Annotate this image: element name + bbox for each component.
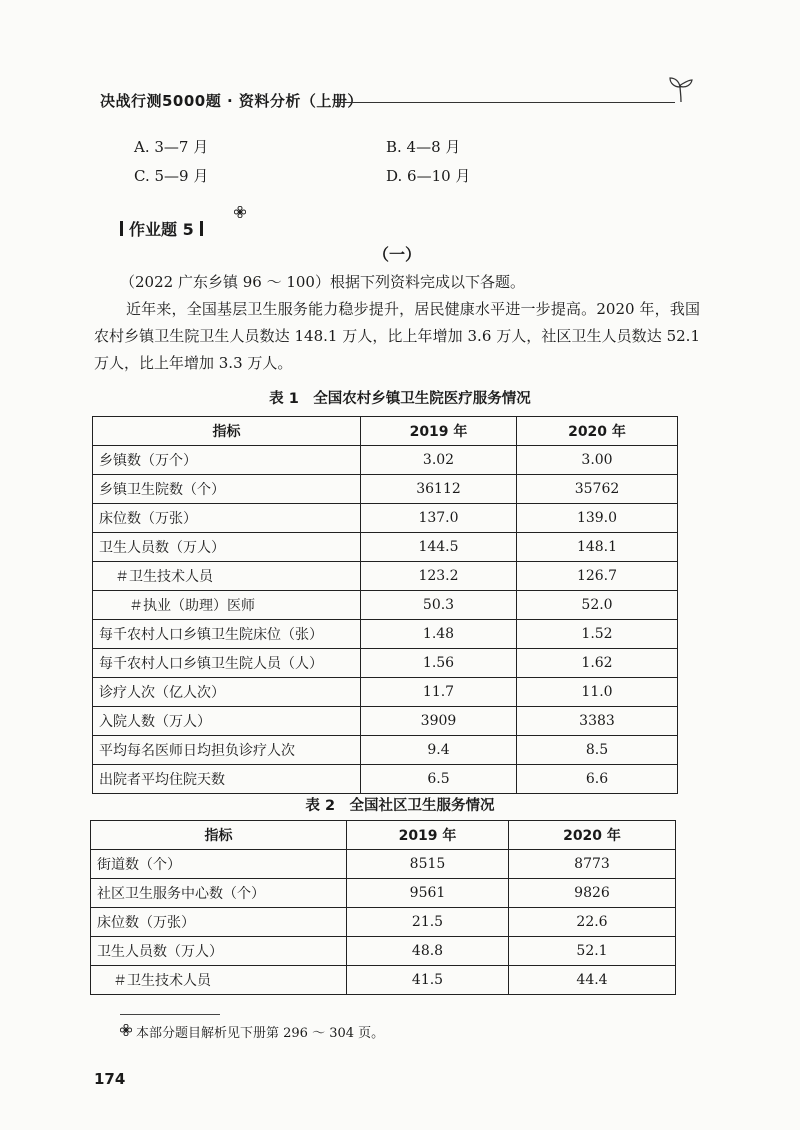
- question-source: （2022 广东乡镇 96 ～ 100）根据下列资料完成以下各题。: [120, 273, 525, 291]
- row-label: ＃卫生技术人员: [93, 562, 361, 591]
- cell-2020: 9826: [509, 879, 676, 908]
- table2-header-cell: 指标: [91, 821, 347, 850]
- table-row: [91, 937, 676, 966]
- header-rule: [335, 102, 675, 103]
- table-row: [91, 879, 676, 908]
- table1-header-cell: 指标: [93, 417, 361, 446]
- cell-2020: 52.1: [509, 937, 676, 966]
- part-number: （一）: [373, 245, 422, 264]
- cell-2020: 1.52: [517, 620, 678, 649]
- cell-2020: 8773: [509, 850, 676, 879]
- section-heading: [120, 217, 203, 240]
- table1-header-cell: 2019 年: [361, 417, 517, 446]
- table-row: [93, 678, 678, 707]
- table-row: [91, 966, 676, 995]
- cell-2019: 1.48: [361, 620, 517, 649]
- option-b: B. 4—8 月: [386, 138, 461, 156]
- table-row: [93, 533, 678, 562]
- cell-2020: 148.1: [517, 533, 678, 562]
- table1-header-cell: 2020 年: [517, 417, 678, 446]
- row-label: 入院人数（万人）: [93, 707, 361, 736]
- row-label: 每千农村人口乡镇卫生院床位（张）: [93, 620, 361, 649]
- footnote-text: 本部分题目解析见下册第 296 ～ 304 页。: [136, 1026, 385, 1041]
- flower-icon: [234, 206, 246, 221]
- cell-2020: 3.00: [517, 446, 678, 475]
- footnote: [120, 1022, 384, 1041]
- table2-header-cell: 2019 年: [347, 821, 509, 850]
- table1-caption: 表 1 全国农村乡镇卫生院医疗服务情况: [269, 391, 531, 407]
- cell-2020: 126.7: [517, 562, 678, 591]
- cell-2019: 3909: [361, 707, 517, 736]
- table2-caption: 表 2 全国社区卫生服务情况: [305, 798, 495, 814]
- section-title: 作业题 5: [129, 220, 194, 239]
- option-c: C. 5—9 月: [134, 167, 209, 185]
- cell-2020: 35762: [517, 475, 678, 504]
- cell-2019: 50.3: [361, 591, 517, 620]
- cell-2019: 6.5: [361, 765, 517, 794]
- row-label: ＃执业（助理）医师: [93, 591, 361, 620]
- table2-header-row: [91, 821, 676, 850]
- cell-2019: 41.5: [347, 966, 509, 995]
- table-row: [93, 562, 678, 591]
- row-label: 乡镇数（万个）: [93, 446, 361, 475]
- table-row: [93, 736, 678, 765]
- cell-2019: 21.5: [347, 908, 509, 937]
- table-row: [93, 591, 678, 620]
- cell-2020: 6.6: [517, 765, 678, 794]
- cell-2019: 9.4: [361, 736, 517, 765]
- table-row: [93, 707, 678, 736]
- footnote-rule: [120, 1014, 220, 1015]
- row-label: 床位数（万张）: [93, 504, 361, 533]
- table-row: [93, 649, 678, 678]
- flower-icon: [120, 1024, 132, 1040]
- table-row: [93, 504, 678, 533]
- cell-2019: 8515: [347, 850, 509, 879]
- cell-2020: 139.0: [517, 504, 678, 533]
- row-label: 社区卫生服务中心数（个）: [91, 879, 347, 908]
- cell-2020: 22.6: [509, 908, 676, 937]
- table-row: [91, 908, 676, 937]
- cell-2020: 8.5: [517, 736, 678, 765]
- heading-bar-left: [120, 221, 123, 236]
- sprout-icon: [668, 74, 694, 108]
- table-row: [93, 620, 678, 649]
- table-row: [91, 850, 676, 879]
- cell-2020: 52.0: [517, 591, 678, 620]
- passage-text: 近年来，全国基层卫生服务能力稳步提升，居民健康水平进一步提高。2020 年，我国农村乡镇卫生院卫生人员数达 148.1 万人，比上年增加 3.6 万人，社区卫生人员数达 52.1 万人，比上年增加 3.3 万人。: [94, 300, 700, 372]
- cell-2020: 44.4: [509, 966, 676, 995]
- option-a: A. 3—7 月: [134, 138, 209, 156]
- heading-bar-right: [200, 221, 203, 236]
- table1-header-row: [93, 417, 678, 446]
- table-row: [93, 446, 678, 475]
- row-label: 床位数（万张）: [91, 908, 347, 937]
- row-label: 诊疗人次（亿人次）: [93, 678, 361, 707]
- table-row: [93, 765, 678, 794]
- page-number: 174: [94, 1070, 126, 1088]
- row-label: 出院者平均住院天数: [93, 765, 361, 794]
- row-label: ＃卫生技术人员: [91, 966, 347, 995]
- cell-2020: 11.0: [517, 678, 678, 707]
- table-row: [93, 475, 678, 504]
- cell-2020: 1.62: [517, 649, 678, 678]
- cell-2019: 11.7: [361, 678, 517, 707]
- cell-2019: 1.56: [361, 649, 517, 678]
- row-label: 乡镇卫生院数（个）: [93, 475, 361, 504]
- cell-2019: 9561: [347, 879, 509, 908]
- running-header-title: 决战行测5000题 · 资料分析（上册）: [100, 92, 363, 110]
- row-label: 卫生人员数（万人）: [93, 533, 361, 562]
- cell-2019: 36112: [361, 475, 517, 504]
- row-label: 街道数（个）: [91, 850, 347, 879]
- row-label: 每千农村人口乡镇卫生院人员（人）: [93, 649, 361, 678]
- cell-2019: 137.0: [361, 504, 517, 533]
- cell-2019: 123.2: [361, 562, 517, 591]
- cell-2019: 3.02: [361, 446, 517, 475]
- cell-2020: 3383: [517, 707, 678, 736]
- row-label: 卫生人员数（万人）: [91, 937, 347, 966]
- table2-header-cell: 2020 年: [509, 821, 676, 850]
- option-d: D. 6—10 月: [386, 167, 471, 185]
- row-label: 平均每名医师日均担负诊疗人次: [93, 736, 361, 765]
- table2: [90, 820, 676, 995]
- table1: [92, 416, 678, 794]
- cell-2019: 144.5: [361, 533, 517, 562]
- cell-2019: 48.8: [347, 937, 509, 966]
